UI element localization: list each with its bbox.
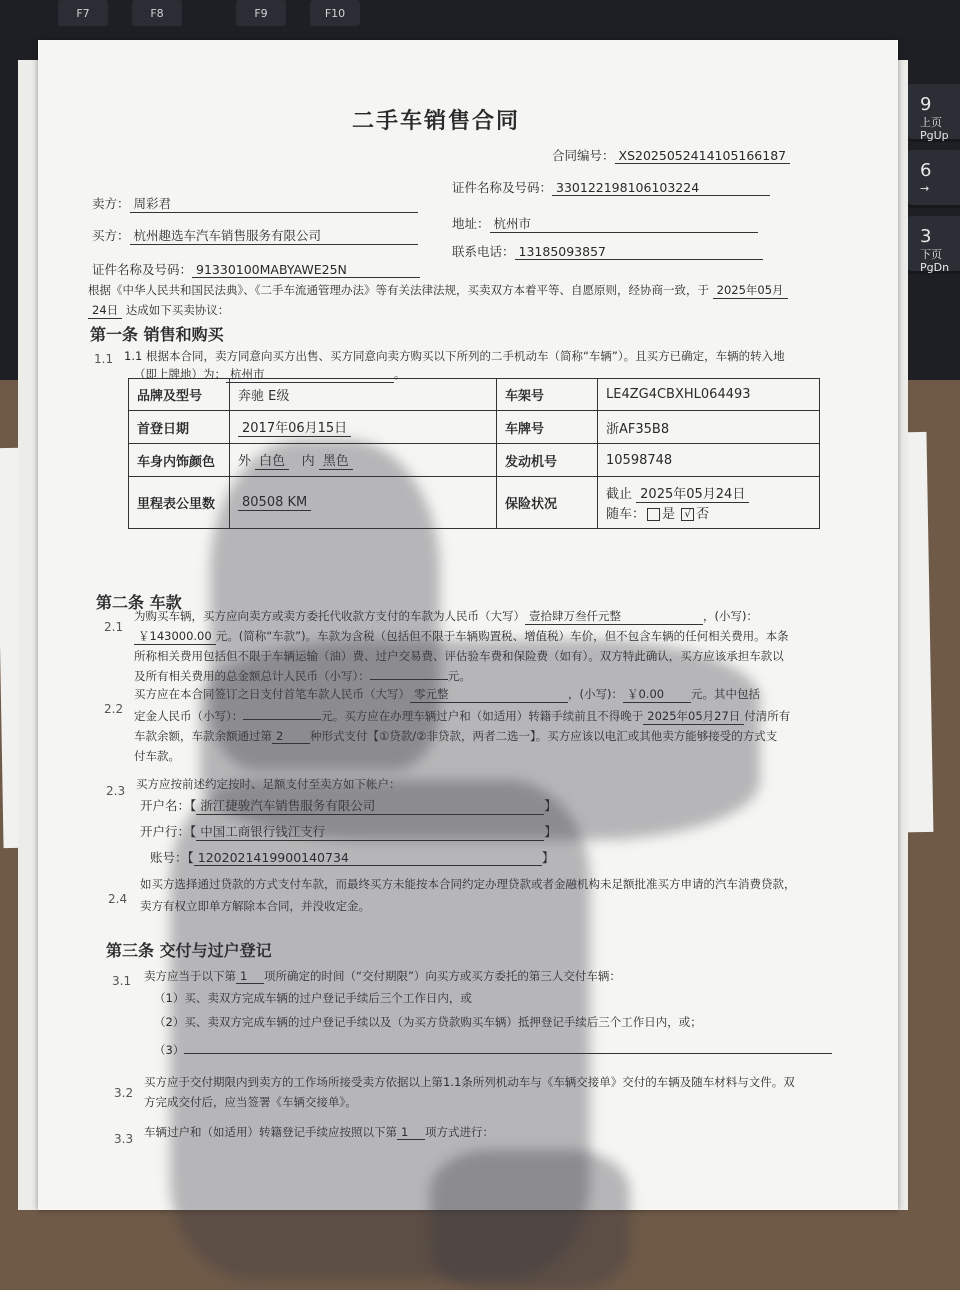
option-1: （1）买、卖双方完成车辆的过户登记手续后三个工作日内，或 xyxy=(154,991,472,1005)
article2-heading: 第二条 车款 xyxy=(96,593,182,612)
buyer-phone: 联系电话： 13185093857 xyxy=(452,242,763,260)
clause-2-1-line-2: ￥143000.00 元。(简称“车款”)。车款为含税（包括但不限于车辆购置税、增值税）车价，但不包含车辆的任何相关费用。本条 xyxy=(134,628,789,645)
clause-2-2-line-4: 付车款。 xyxy=(134,749,180,763)
buyer: 买方： 杭州趣选车汽车销售服务有限公司 xyxy=(92,226,418,245)
key-9: 9 上页 PgUp xyxy=(906,84,960,142)
key-f10: F10 xyxy=(310,0,360,26)
vin-label: 车架号 xyxy=(497,379,598,411)
option-3: （3） xyxy=(154,1042,832,1058)
option-2: （2）买、卖双方完成车辆的过户登记手续以及（为买方贷款购买车辆）抵押登记手续后三个工作日内，或； xyxy=(154,1015,702,1029)
bank-name: 开户行：【 中国工商银行钱江支行 】 xyxy=(140,824,557,839)
clause-2-1-line-1: 为购买车辆，买方应向卖方或卖方委托代收款方支付的车款为人民币（大写） 壹拾肆万叁仟元整 ，(小写)： xyxy=(134,609,758,623)
clause-number: 2.4 xyxy=(108,892,128,906)
contract-number: 合同编号： XS202505241410516618​7 xyxy=(552,146,790,164)
clause-2-3-text: 买方应按前述约定按时、足额支付至卖方如下帐户： xyxy=(136,777,401,791)
intro-line-1: 根据《中华人民共和国民法典》、《二手车流通管理办法》等有关法律法规，买卖双方本着平等、自愿原则，经协商一致，于 2025年05月 xyxy=(88,282,788,299)
clause-2-4-line-1: 如买方选择通过贷款的方式支付车款，而最终买方未能按本合同约定办理贷款或者金融机构未足额批准买方申请的汽车消费贷款， xyxy=(140,877,796,891)
insurance-value: 截止 2025年05月24日 随车： 是 √ 否 xyxy=(598,477,820,529)
article1-heading: 第一条 销售和购买 xyxy=(90,325,224,344)
seller: 卖方： 周彩君 xyxy=(92,194,418,213)
reg-date-value: 2017年06月15日 xyxy=(230,411,497,444)
clause-3-3-text: 车辆过户和（如适用）转籍登记手续应按照以下第 1 项方式进行： xyxy=(144,1125,494,1139)
account-number: 账号：【 1202021419900140734 】 xyxy=(150,850,555,865)
clause-2-1-line-4: 及所有相关费用的总金额总计人民币（小写）： 元。 xyxy=(134,669,471,683)
plate-label: 车牌号 xyxy=(497,411,598,444)
insurance-label: 保险状况 xyxy=(497,477,598,529)
checkbox-yes xyxy=(647,508,660,521)
clause-number: 3.3 xyxy=(114,1132,134,1146)
clause-2-2-line-1: 买方应在本合同签订之日支付首笔车款人民币（大写） 零元整 ，(小写)： ￥0.00 元。其中包括 xyxy=(134,687,760,701)
color-value: 外 白色 内 黑色 xyxy=(230,444,497,477)
buyer-id: 证件名称及号码： 91330100MABYAWE25N xyxy=(92,260,420,278)
key-3: 3 下页 PgDn xyxy=(906,216,960,274)
clause-2-4-line-2: 卖方有权立即单方解除本合同，并没收定金。 xyxy=(140,899,370,913)
key-f7: F7 xyxy=(58,0,108,26)
key-f9: F9 xyxy=(236,0,286,26)
engine-label: 发动机号 xyxy=(497,444,598,477)
intro-line-2: 24日 达成如下买卖协议： xyxy=(88,302,229,319)
key-f8: F8 xyxy=(132,0,182,26)
brand-label: 品牌及型号 xyxy=(129,379,230,411)
clause-number: 2.1 xyxy=(104,620,124,634)
reg-date-label: 首登日期 xyxy=(129,411,230,444)
brand-value: 奔驰 E级 xyxy=(230,379,497,411)
clause-3-2-line-1: 买方应于交付期限内到卖方的工作场所接受卖方依据以上第1.1条所列机动车与《车辆交接单》交付的车辆及随车材料与文件。双 xyxy=(144,1075,795,1089)
clause-3-2-line-2: 方完成交付后，应当签署《车辆交接单》。 xyxy=(144,1095,357,1109)
clause-number: 1.1 xyxy=(94,352,114,366)
clause-3-1-text: 卖方应当于以下第 1 项所确定的时间（“交付期限”）向买方或买方委托的第三人交付车辆： xyxy=(144,969,621,983)
key-6: 6 → xyxy=(906,150,960,208)
clause-2-1-line-3: 所称相关费用包括但不限于车辆运输（油）费、过户交易费、评估验车费和保险费（如有）。双方特此确认，买方应该承担车款以 xyxy=(134,649,784,663)
clause-number: 2.3 xyxy=(106,784,126,798)
clause-number: 2.2 xyxy=(104,702,124,716)
color-label: 车身内饰颜色 xyxy=(129,444,230,477)
checkbox-no-checked: √ xyxy=(681,508,694,521)
clause-2-2-line-3: 车款余额，车款余额通过第 2 种形式支付【①贷款/②非贷款，两者二选一】。买方应该以电汇或其他卖方能够接受的方式支 xyxy=(134,729,778,743)
plate-value: 浙AF35B8 xyxy=(598,411,820,444)
vehicle-table xyxy=(128,378,820,529)
engine-value: 10598748 xyxy=(598,444,820,477)
clause-1-1-line-2: （即上牌地）为： 杭州市 。 xyxy=(134,367,406,381)
account-name: 开户名：【 浙江捷骏汽车销售服务有限公司 】 xyxy=(140,798,557,813)
mileage-label: 里程表公里数 xyxy=(129,477,230,529)
contract-title: 二手车销售合同 xyxy=(352,109,521,134)
seller-id: 证件名称及号码： 330122198106103224 xyxy=(452,178,770,196)
article3-heading: 第三条 交付与过户登记 xyxy=(106,941,272,960)
buyer-address: 地址： 杭州市 xyxy=(452,214,758,233)
clause-2-2-line-2: 定金人民币（小写）： 元。买方应在办理车辆过户和（如适用）转籍手续前且不得晚于 2025年05月27日 付清所有 xyxy=(134,709,791,723)
vin-value: LE4ZG4CBXHL064493 xyxy=(598,379,820,411)
clause-number: 3.2 xyxy=(114,1086,134,1100)
clause-number: 3.1 xyxy=(112,974,132,988)
clause-1-1-line-1: 1.1 根据本合同，卖方同意向买方出售、买方同意向卖方购买以下所列的二手机动车（简称“车辆”）。且买方已确定，车辆的转入地 xyxy=(124,349,785,363)
mileage-value: 80508 KM xyxy=(230,477,497,529)
